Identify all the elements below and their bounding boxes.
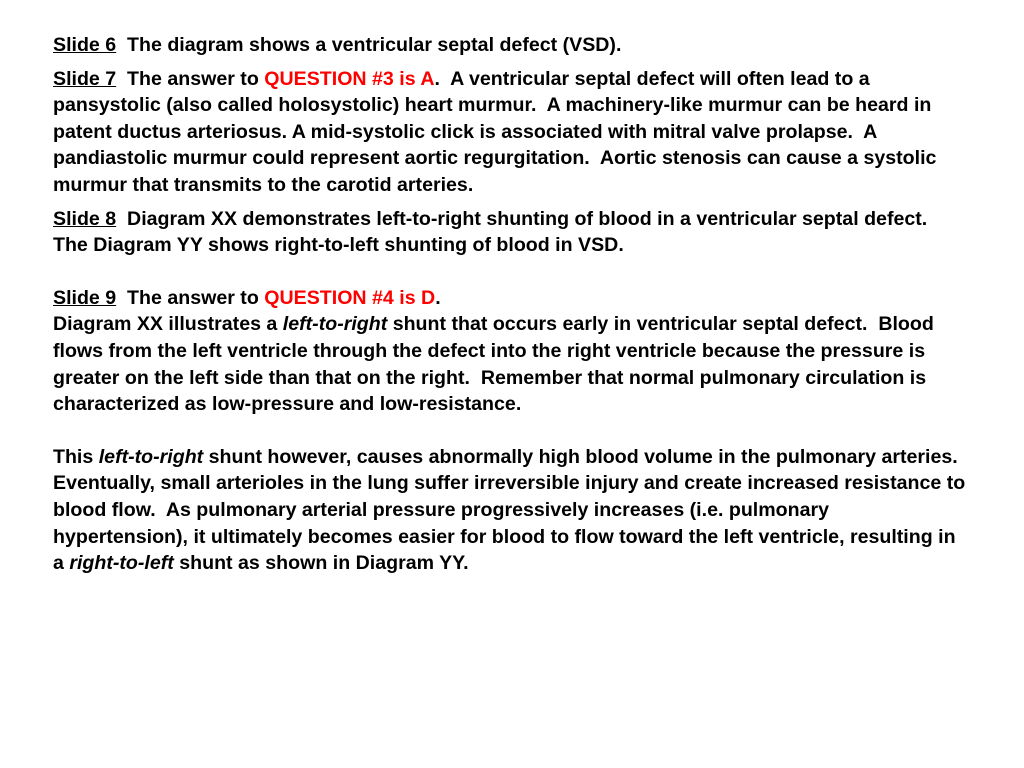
- slide-notes-document: [53, 32, 971, 577]
- slide-6-paragraph: [53, 32, 968, 59]
- slide-8-label: Slide 8: [53, 207, 117, 230]
- slide-6-label: Slide 6: [53, 34, 117, 56]
- slide-9-p1-italic: left-to-right: [282, 313, 388, 336]
- slide-8-paragraph: [53, 206, 968, 259]
- slide-9-p2-italic-2: right-to-left: [69, 552, 174, 575]
- slide-9-p2-after: shunt as shown in Diagram YY.: [173, 552, 469, 575]
- slide-7-paragraph: [53, 66, 968, 199]
- slide-9-lead: The answer to: [116, 286, 265, 309]
- slide-9-paragraph-2: [53, 444, 971, 577]
- slide-7-answer-highlight: QUESTION #3 is A: [264, 67, 435, 90]
- slide-6-text: The diagram shows a ventricular septal defect (VSD).: [116, 34, 622, 56]
- slide-9-label: Slide 9: [53, 286, 117, 309]
- slide-9-end: .: [435, 286, 441, 309]
- slide-9-heading: [53, 285, 968, 312]
- slide-8-text: Diagram XX demonstrates left-to-right shunting of blood in a ventricular septal defect. The Diagram YY shows right-to-left shunting of blood in VSD.: [53, 207, 939, 257]
- slide-9-p1-before: Diagram XX illustrates a: [53, 313, 283, 336]
- slide-9-p2-mid: shunt however, causes abnormally high blood volume in the pulmonary arteries. Eventually, small arterioles in the lung suffer irreversible injury and create increased resistance to blood flow. As pulmonary arterial pressure progressively increases (i.e. pulmonary hypertension), it ultimately becomes easier for blood to flow toward the left ventricle, resulting in a: [53, 445, 971, 575]
- slide-9-p1-after: shunt that occurs early in ventricular septal defect. Blood flows from the left ventricle through the defect into the right ventricle because the pressure is greater on the left side than that on the right. Remember that normal pulmonary circulation is characterized as low-pressure and low-resistance.: [53, 313, 940, 416]
- slide-7-label: Slide 7: [53, 67, 117, 90]
- slide-9-answer-highlight: QUESTION #4 is D: [264, 286, 436, 309]
- slide-9-paragraph-1: [53, 311, 968, 417]
- slide-7-lead: The answer to: [116, 67, 265, 90]
- slide-7-text: . A ventricular septal defect will often lead to a pansystolic (also called holosystolic) heart murmur. A machinery-like murmur can be heard in patent ductus arteriosus. A mid-systolic click is associated with mitral valve prolapse. A pandiastolic murmur could represent aortic regurgitation. Aortic stenosis can cause a systolic murmur that transmits to the carotid arteries.: [53, 67, 942, 196]
- slide-9-p2-italic-1: left-to-right: [98, 445, 204, 468]
- slide-9-p2-before: This: [53, 445, 99, 468]
